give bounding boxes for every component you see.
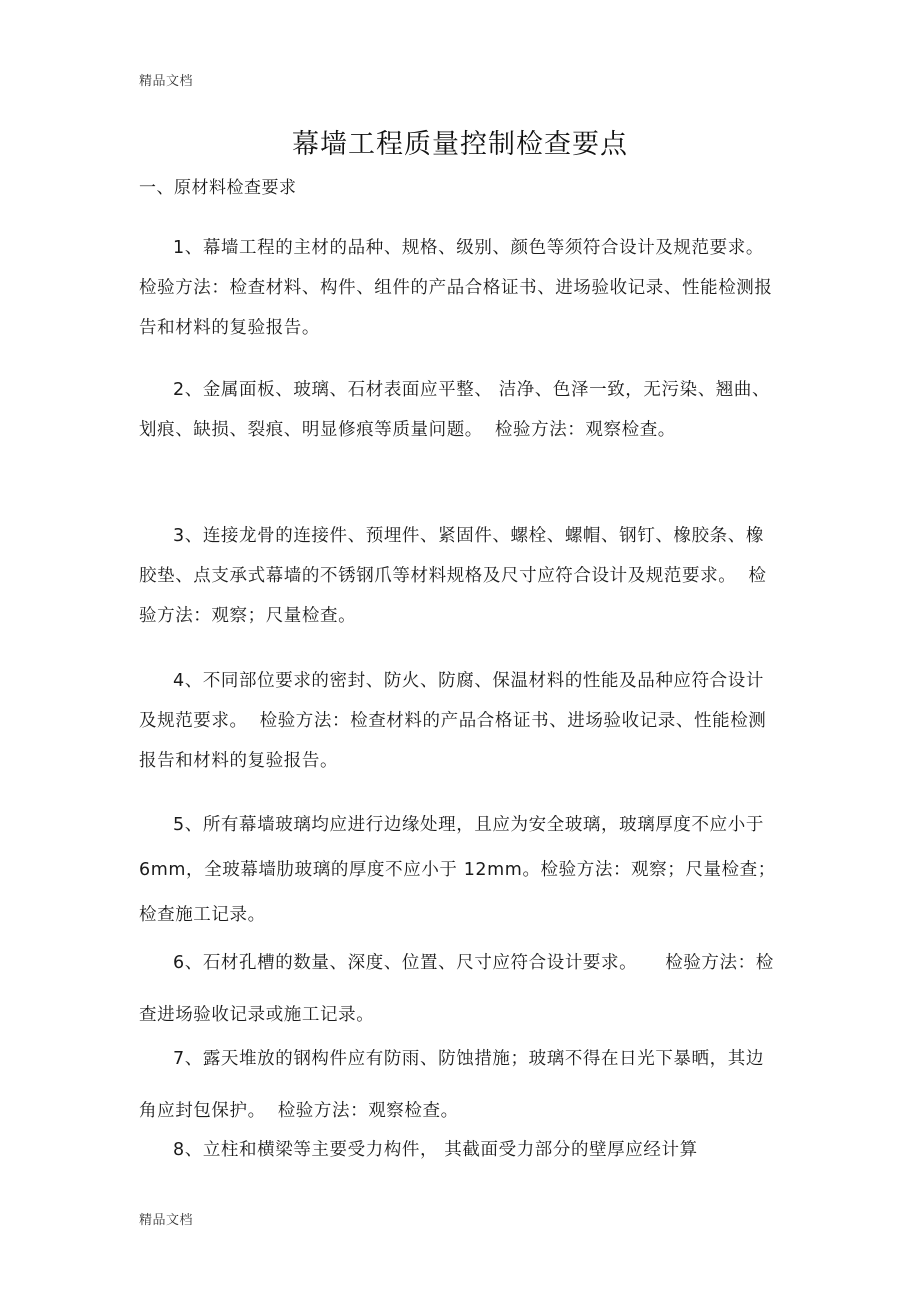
item-6-method: 检验方法：检查进场验收记录或施工记录。: [139, 953, 774, 1025]
item-3-method: 检验方法：观察；尺量检查。: [139, 566, 767, 626]
running-footer: 精品文档: [139, 1213, 194, 1228]
item-4-body: 4、不同部位要求的密封、防火、防腐、保温材料的性能及品种应符合设计及规范要求。: [139, 671, 764, 731]
item-1-method: 检验方法：检查材料、构件、组件的产品合格证书、进场验收记录、性能检测报告和材料的复验报告。: [139, 278, 773, 338]
item-7-method: 检验方法：观察检查。: [277, 1101, 459, 1121]
item-7-body: 7、露天堆放的钢构件应有防雨、防蚀措施；玻璃不得在日光下暴晒，其边角应封包保护。: [139, 1049, 764, 1121]
item-6-paragraph: [139, 937, 779, 1041]
item-1-body: 1、幕墙工程的主材的品种、规格、级别、颜色等须符合设计及规范要求。: [173, 238, 764, 258]
item-5-body: 5、所有幕墙玻璃均应进行边缘处理，且应为安全玻璃，玻璃厚度不应小于 6mm，全玻幕墙肋玻璃的厚度不应小于 12mm。检验方法：观察；尺量检查；检查施工记录。: [139, 815, 776, 925]
item-8-paragraph: [139, 1130, 779, 1170]
item-2-method: 检验方法：观察检查。: [494, 420, 676, 440]
item-7-paragraph: [139, 1033, 779, 1137]
document-title: 幕墙工程质量控制检查要点: [292, 129, 628, 160]
running-header: 精品文档: [139, 74, 194, 89]
item-2-body: 2、金属面板、玻璃、石材表面应平整、 洁净、色泽一致，无污染、翘曲、划痕、缺损、裂痕、明显修痕等质量问题。: [139, 380, 771, 440]
item-1-paragraph: [139, 228, 779, 348]
item-4-method: 检验方法：检查材料的产品合格证书、进场验收记录、性能检测报告和材料的复验报告。: [139, 711, 767, 771]
item-2-paragraph: [139, 370, 779, 450]
item-6-body: 6、石材孔槽的数量、深度、位置、尺寸应符合设计要求。: [173, 953, 638, 973]
section-heading: 一、原材料检查要求: [139, 178, 297, 198]
item-3-paragraph: [139, 516, 779, 636]
item-3-body: 3、连接龙骨的连接件、预埋件、紧固件、螺栓、螺帽、钢钉、橡胶条、橡胶垫、点支承式幕墙的不锈钢爪等材料规格及尺寸应符合设计及规范要求。: [139, 526, 764, 586]
item-8-body: 8、立柱和横梁等主要受力构件， 其截面受力部分的壁厚应经计算: [173, 1140, 698, 1160]
item-4-paragraph: [139, 661, 779, 781]
item-5-paragraph: [139, 803, 779, 938]
